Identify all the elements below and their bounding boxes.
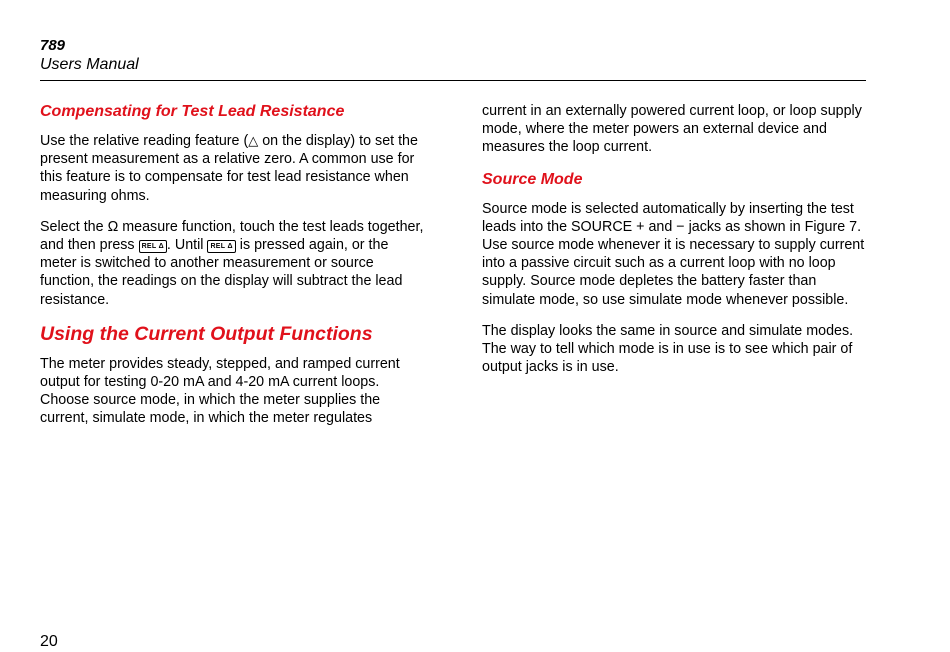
heading-source-mode: Source Mode bbox=[482, 170, 583, 188]
text-fragment: is pressed again, or the meter is switched to another measurement or source function, the readings on the display will subtract the lead resistance. bbox=[40, 237, 403, 308]
omega-symbol: Ω bbox=[107, 218, 119, 235]
page-header bbox=[40, 36, 866, 75]
left-column bbox=[40, 100, 425, 441]
rel-key-icon: REL Δ bbox=[139, 240, 167, 253]
paragraph-current-output: The meter provides steady, stepped, and ramped current output for testing 0-20 mA and 4-20 mA current loops. Choose source mode, in which the meter supplies the current, simulate mode, in which the meter regulates bbox=[40, 355, 400, 427]
text-fragment: Use the relative reading feature ( bbox=[40, 133, 249, 149]
text-fragment: on the display) to set the present measurement as a relative zero. A common use for this feature is to compensate for test lead resistance when measuring ohms. bbox=[40, 133, 418, 204]
heading-compensating: Compensating for Test Lead Resistance bbox=[40, 103, 345, 120]
text-fragment: . Until bbox=[166, 237, 208, 254]
right-column bbox=[482, 100, 867, 389]
paragraph-source-mode: Source mode is selected automatically by inserting the test leads into the SOURCE + and − jacks as shown in Figure 7. Use source mode whenever it is necessary to supply current into a passive circuit such as a current loop with no loop supply. Source mode depletes the battery faster than simulate mode, so use simulate mode whenever possible. bbox=[482, 200, 865, 308]
paragraph-select-ohm bbox=[40, 218, 425, 309]
text-fragment: Select the bbox=[40, 218, 108, 235]
paragraph-relative-reading bbox=[40, 132, 425, 205]
rel-key-icon: REL Δ bbox=[207, 240, 235, 253]
delta-triangle-icon: △ bbox=[248, 133, 259, 148]
manual-title: Users Manual bbox=[40, 56, 139, 73]
heading-current-output: Using the Current Output Functions bbox=[40, 322, 373, 345]
text-fragment: measure function, touch the test leads together, and then press bbox=[40, 218, 424, 254]
page-number: 20 bbox=[40, 633, 58, 650]
paragraph-loop-continuation: current in an externally powered current loop, or loop supply mode, where the meter powers an external device and measures the loop current. bbox=[482, 103, 862, 156]
model-number: 789 bbox=[40, 37, 66, 54]
header-rule bbox=[40, 80, 866, 81]
paragraph-display-modes: The display looks the same in source and simulate modes. The way to tell which mode is in use is to see which pair of output jacks is in use. bbox=[482, 322, 854, 376]
